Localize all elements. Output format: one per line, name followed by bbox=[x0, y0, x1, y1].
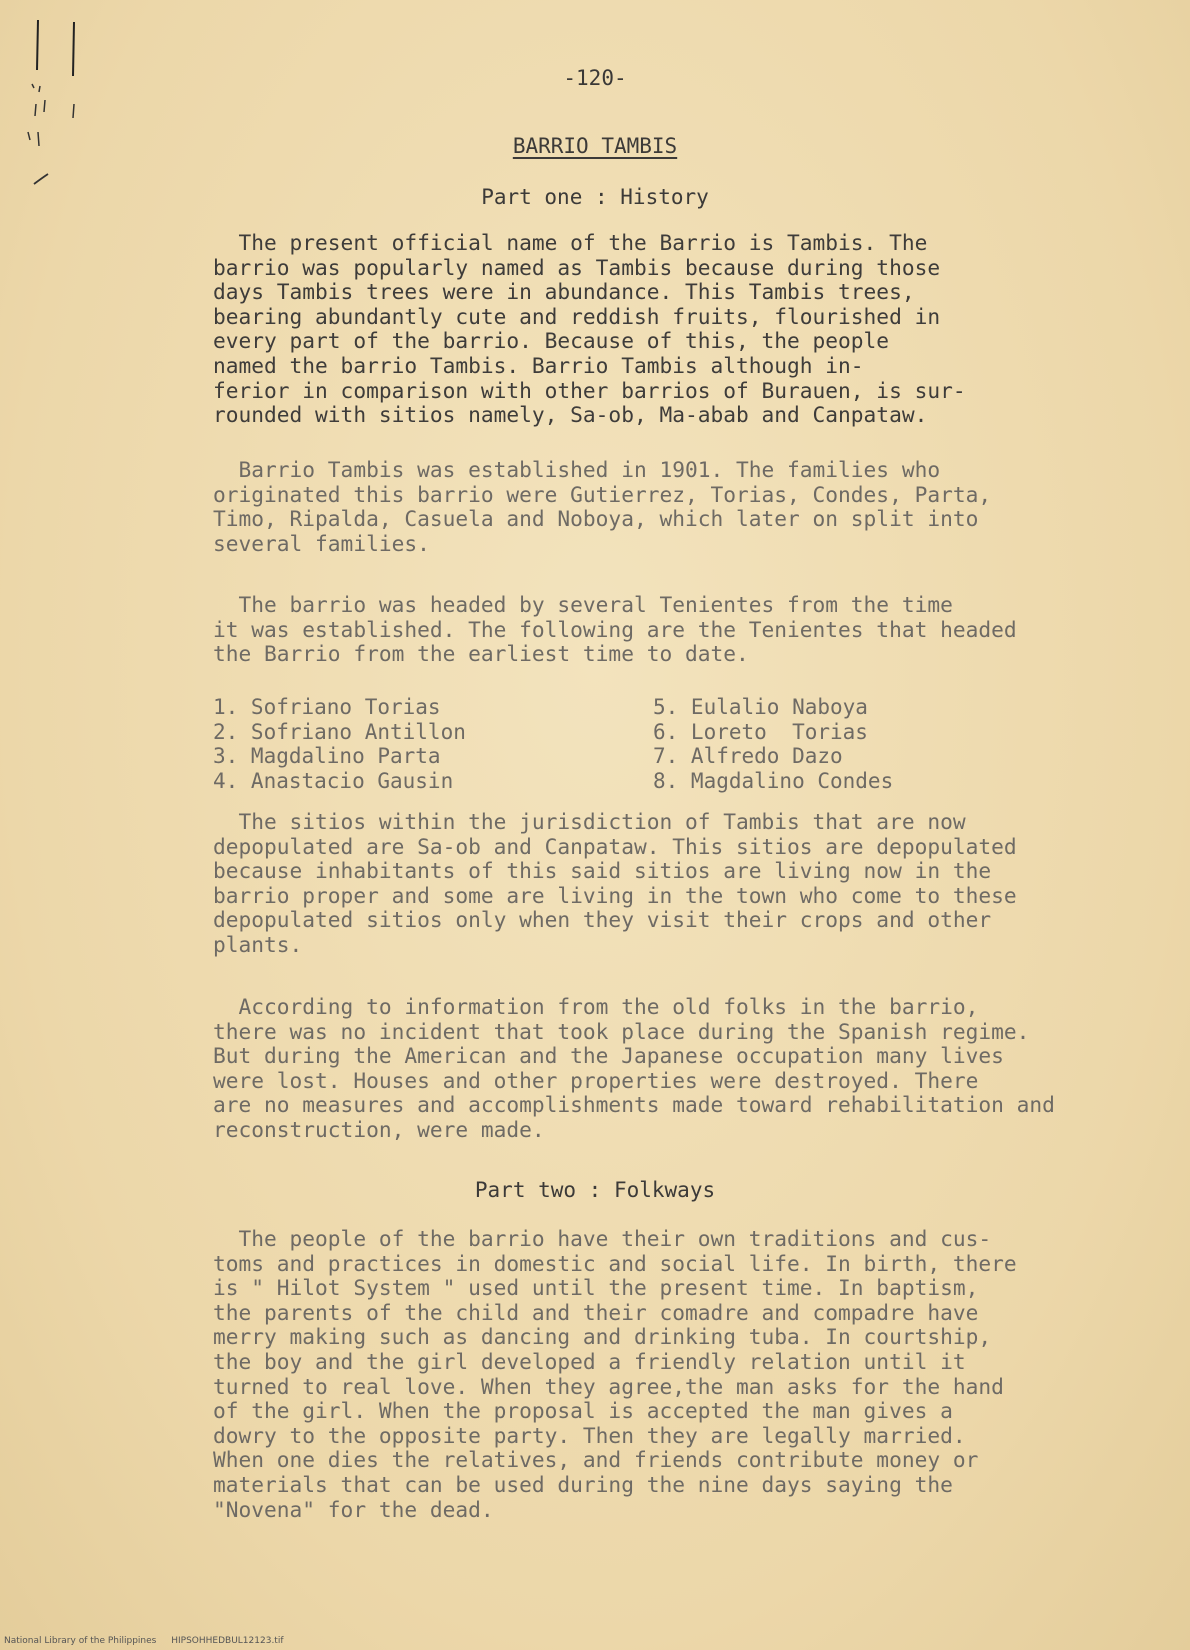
tenientes-column-left bbox=[213, 695, 633, 793]
list-item: 8. Magdalino Condes bbox=[653, 768, 894, 793]
history-paragraph-2: Barrio Tambis was established in 1901. The families who originated this barrio were Gutierrez, Torias, Condes, Parta, Timo, Ripalda, Casuela and Noboya, which later on split into several families. bbox=[213, 457, 992, 556]
list-item: 4. Anastacio Gausin bbox=[213, 768, 454, 793]
folkways-paragraph: The people of the barrio have their own traditions and cus- toms and practices in domestic and social life. In birth, there is " Hilot System " used until the present time. In baptism, the parents of the child and their comadre and compadre have merry making such as dancing and drinking tuba. In courtship, the boy and the girl developed a friendly relation until it turned to real love. When they agree,the man asks for the hand of the girl. When the proposal is accepted the man gives a dowry to the opposite party. Then they are legally married. When one dies the relatives, and friends contribute money or materials that can be used during the nine days saying the "Novena" for the dead. bbox=[213, 1226, 1017, 1522]
margin-pencil-marks bbox=[18, 8, 98, 208]
list-item: 3. Magdalino Parta bbox=[213, 744, 441, 769]
list-item: 7. Alfredo Dazo bbox=[653, 744, 843, 769]
tenientes-column-right bbox=[653, 695, 1073, 793]
list-item: 1. Sofriano Torias bbox=[213, 695, 441, 719]
history-paragraph-3: The barrio was headed by several Tenientes from the time it was established. The following are the Tenientes that headed the Barrio from the earliest time to date. bbox=[213, 592, 1017, 667]
document-title-text: BARRIO TAMBIS bbox=[512, 134, 678, 158]
section-heading-part-one: Part one : History bbox=[481, 185, 709, 209]
history-paragraph-5: According to information from the old folks in the barrio, there was no incident that took place during the Spanish regime. But during the American and the Japanese occupation many lives were lost. Houses and other properties were destroyed. There are no measures and accomplishments made toward rehabilitation and reconstruction, were made. bbox=[213, 994, 1055, 1142]
list-item: 2. Sofriano Antillon bbox=[213, 719, 466, 744]
list-item: 5. Eulalio Naboya bbox=[653, 695, 868, 719]
history-paragraph-4: The sitios within the jurisdiction of Tambis that are now depopulated are Sa-ob and Canpataw. This sitios are depopulated because inhabitants of this said sitios are living now in the barrio proper and some are living in the town who come to these depopulated sitios only when they visit their crops and other plants. bbox=[213, 809, 1017, 957]
footer-file-id: HIPSOHHEDBUL12123.tif bbox=[171, 1636, 284, 1646]
page-number: -120- bbox=[563, 66, 627, 90]
section-heading-part-two: Part two : Folkways bbox=[474, 1178, 716, 1202]
list-item: 6. Loreto Torias bbox=[653, 719, 868, 744]
scan-footer bbox=[4, 1636, 296, 1646]
footer-library: National Library of the Philippines bbox=[4, 1636, 157, 1646]
history-paragraph-1: The present official name of the Barrio is Tambis. The barrio was popularly named as Tambis because during those days Tambis trees were in abundance. This Tambis trees, bearing abundantly cute and reddish fruits, flourished in every part of the barrio. Because of this, the people named the barrio Tambis. Barrio Tambis although in- ferior in comparison with other barrios of Burauen, is sur- rounded with sitios namely, Sa-ob, Ma-abab and Canpataw. bbox=[213, 230, 966, 428]
document-title bbox=[0, 134, 1190, 158]
